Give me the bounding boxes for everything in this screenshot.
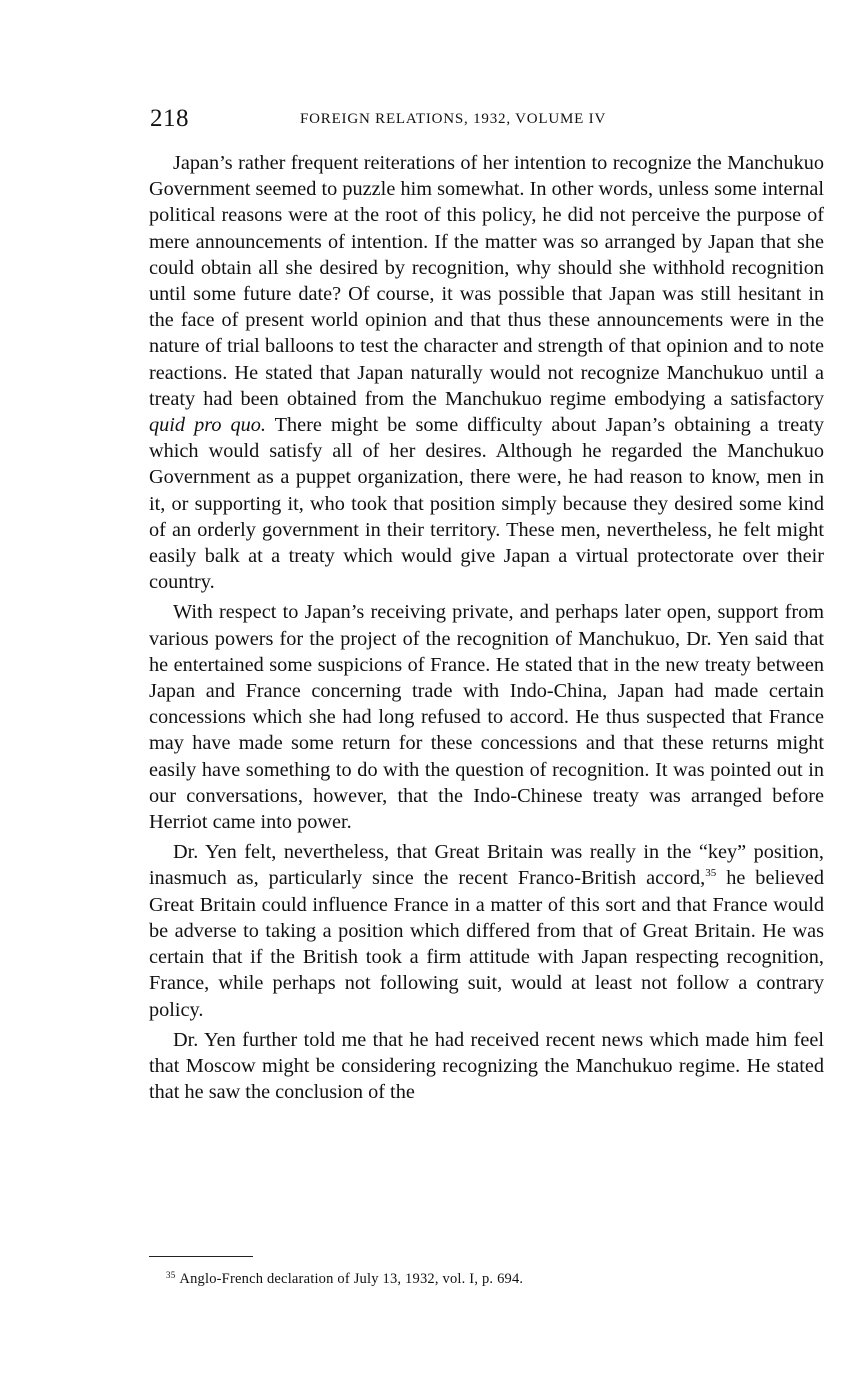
- footnote: [166, 1268, 523, 1290]
- footnote-text: Anglo-French declaration of July 13, 1932, vol. I, p. 694.: [179, 1271, 524, 1287]
- paragraph-3-part-b: he believed Great Britain could influence France in a matter of this sort and that France would be adverse to taking a position which differed from that of Great Britain. He was certain that if the British took a firm attitude with Japan respecting recognition, France, while perhaps not following suit, would at least not follow a contrary policy.: [149, 867, 825, 1021]
- paragraph-1: [149, 150, 824, 595]
- paragraph-3-part-a: Dr. Yen felt, nevertheless, that Great Britain was really in the “key” position, inasmuch as, particularly since the recent Franco-British accord,: [149, 841, 824, 890]
- paragraph-2: With respect to Japan’s receiving private, and perhaps later open, support from various powers for the project of the recognition of Manchukuo, Dr. Yen said that he entertained some suspicions of France. He stated that in the new treaty between Japan and France concerning trade with Indo-China, Japan had made certain concessions which she had long refused to accord. He thus suspected that France may have made some return for these concessions and that these returns might easily have something to do with the question of recognition. It was pointed out in our conversations, however, that the Indo-Chinese treaty was arranged before Herriot came into power.: [149, 601, 824, 834]
- page-number: 218: [150, 105, 189, 132]
- paragraph-4: Dr. Yen further told me that he had received recent news which made him feel that Moscow might be considering recognizing the Manchukuo regime. He stated that he saw the conclusion of the: [149, 1028, 824, 1104]
- running-title: FOREIGN RELATIONS, 1932, VOLUME IV: [300, 111, 607, 127]
- footnote-divider: [149, 1256, 253, 1257]
- paragraph-1-part-b: There might be some difficulty about Japan’s obtaining a treaty which would satisfy all of her desires. Although he regarded the Manchukuo Government as a puppet organization, there were, he had reason to know, men in it, or supporting it, who took that position simply because they desired some kind of an orderly government in their territory. These men, nevertheless, he felt might easily balk at a treaty which would give Japan a virtual protectorate over their country.: [149, 414, 824, 594]
- italic-phrase: quid pro quo.: [149, 414, 266, 437]
- paragraph-3: [149, 839, 824, 1022]
- footnote-reference[interactable]: 35: [705, 867, 717, 880]
- running-header: [150, 103, 822, 135]
- paragraph-1-part-a: Japan’s rather frequent reiterations of her intention to recognize the Manchukuo Government seemed to puzzle him somewhat. In other words, unless some internal political reasons were at the root of this policy, he did not perceive the purpose of mere announcements of intention. If the matter was so arranged by Japan that she could obtain all she desired by recognition, why should she withhold recognition until some future date? Of course, it was possible that Japan was still hesitant in the face of present world opinion and that thus these announcements were in the nature of trial balloons to test the character and strength of that opinion and to note reactions. He stated that Japan naturally would not recognize Manchukuo until a treaty had been obtained from the Manchukuo regime embodying a satisfactory: [149, 152, 824, 410]
- footnote-number: 35: [166, 1270, 176, 1280]
- body-text: [149, 150, 824, 1105]
